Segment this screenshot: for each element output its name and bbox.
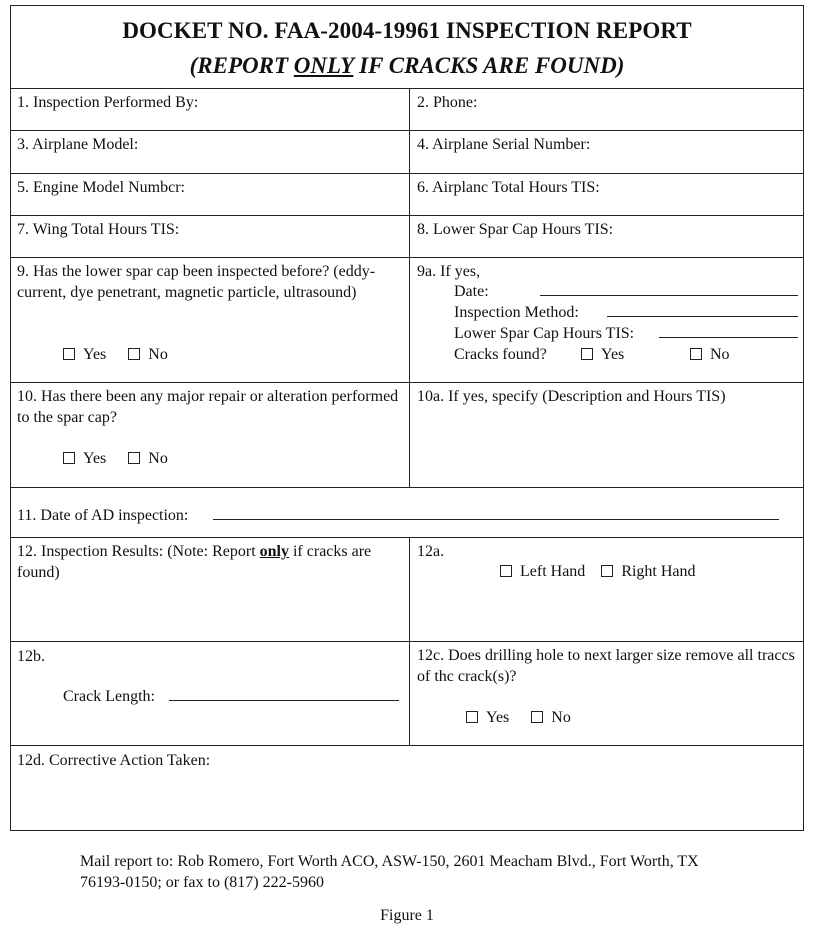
checkbox[interactable] (128, 452, 140, 464)
q12c-yes-option[interactable] (466, 707, 509, 728)
q9a-cracks-row (454, 344, 799, 365)
q9a-no-label: No (710, 346, 730, 363)
divider (11, 537, 803, 538)
divider (11, 745, 803, 746)
field-lower-spar-cap-hours[interactable]: 8. Lower Spar Cap Hours TIS: (417, 221, 614, 238)
q12b-crack-length-label: Crack Length: (63, 688, 155, 705)
report-header (11, 6, 803, 89)
question-12a-label: 12a. (417, 543, 445, 560)
divider (11, 130, 803, 131)
checkbox[interactable] (63, 452, 75, 464)
divider (11, 257, 803, 258)
q9a-hours-label: Lower Spar Cap Hours TIS: (454, 325, 635, 342)
question-10a[interactable]: 10a. If yes, specify (Description and Hours TIS) (417, 388, 726, 405)
question-12 (17, 541, 402, 583)
q9a-hours-line[interactable] (659, 323, 798, 338)
checkbox[interactable] (601, 565, 613, 577)
q9-no-label: No (148, 346, 168, 363)
q12a-options (500, 561, 714, 582)
q9-no-option[interactable] (128, 344, 168, 365)
q9a-date-label: Date: (454, 283, 489, 300)
inspection-report-form (10, 5, 804, 831)
divider (11, 487, 803, 488)
q10-no-label: No (148, 450, 168, 467)
q10-no-option[interactable] (128, 448, 168, 469)
column-divider (409, 537, 410, 745)
q12b-crack-length-row[interactable] (63, 686, 403, 707)
field-inspection-performed-by[interactable]: 1. Inspection Performed By: (17, 94, 199, 111)
q12-prefix: 12. Inspection Results: (Note: Report (17, 543, 260, 560)
question-12d[interactable]: 12d. Corrective Action Taken: (17, 752, 211, 769)
q12-emphasis: only (259, 543, 289, 560)
field-airplane-serial-number[interactable]: 4. Airplane Serial Number: (417, 136, 591, 153)
question-9a-label: 9a. If yes, (417, 263, 481, 280)
checkbox[interactable] (128, 348, 140, 360)
field-wing-total-hours[interactable]: 7. Wing Total Hours TIS: (17, 221, 180, 238)
q9a-cracks-label: Cracks found? (454, 346, 547, 363)
divider (11, 88, 803, 89)
q9a-method-line[interactable] (607, 302, 798, 317)
q9a-method-label: Inspection Method: (454, 304, 579, 321)
q11-row[interactable] (17, 505, 797, 526)
q9a-date-row[interactable] (454, 281, 799, 302)
field-phone[interactable]: 2. Phone: (417, 94, 478, 111)
q10-options (63, 448, 186, 469)
q12c-yes-label: Yes (486, 709, 510, 726)
q9a-hours-row[interactable] (454, 323, 799, 344)
subtitle-emphasis: ONLY (293, 53, 354, 78)
checkbox[interactable] (581, 348, 593, 360)
checkbox[interactable] (466, 711, 478, 723)
question-9: 9. Has the lower spar cap been inspected before? (eddy-current, dye penetrant, magnetic particle, ultrasound) (17, 263, 376, 301)
subtitle-suffix: IF CRACKS ARE FOUND) (353, 53, 625, 78)
subtitle-prefix: (REPORT (189, 53, 294, 78)
divider (11, 173, 803, 174)
q11-date-line[interactable] (213, 505, 779, 520)
mailing-instructions: Mail report to: Rob Romero, Fort Worth ACO, ASW-150, 2601 Meacham Blvd., Fort Worth, TX 76193-0150; or fax to (817) 222-5960 (80, 853, 699, 891)
q9a-yes-option[interactable] (581, 344, 624, 365)
q9a-yes-label: Yes (601, 346, 625, 363)
q12a-right-hand-option[interactable] (601, 561, 695, 582)
q11-label: 11. Date of AD inspection: (17, 507, 189, 524)
report-title: DOCKET NO. FAA-2004-19961 INSPECTION REPORT (122, 18, 692, 43)
column-divider (409, 88, 410, 487)
field-airplane-total-hours[interactable]: 6. Airplanc Total Hours TIS: (417, 179, 600, 196)
checkbox[interactable] (63, 348, 75, 360)
q9-yes-label: Yes (83, 346, 107, 363)
q10-yes-label: Yes (83, 450, 107, 467)
q9a-date-line[interactable] (540, 281, 798, 296)
question-12c: 12c. Does drilling hole to next larger size remove all traccs of thc crack(s)? (417, 647, 795, 685)
q12c-no-label: No (551, 709, 571, 726)
checkbox[interactable] (500, 565, 512, 577)
q12c-no-option[interactable] (531, 707, 571, 728)
q12-suffix: if cracks are found) (17, 543, 372, 581)
checkbox[interactable] (531, 711, 543, 723)
q12a-left-hand-option[interactable] (500, 561, 585, 582)
figure-caption: Figure 1 (380, 907, 434, 924)
q12a-left-hand-label: Left Hand (520, 563, 586, 580)
q9a-no-option[interactable] (690, 344, 730, 365)
question-12b-label: 12b. (17, 648, 45, 665)
divider (11, 382, 803, 383)
q9a-method-row[interactable] (454, 302, 799, 323)
q12a-right-hand-label: Right Hand (621, 563, 696, 580)
q12c-options (466, 707, 589, 728)
field-airplane-model[interactable]: 3. Airplane Model: (17, 136, 139, 153)
q9-yes-option[interactable] (63, 344, 106, 365)
question-10: 10. Has there been any major repair or alteration performed to the spar cap? (17, 388, 399, 426)
q10-yes-option[interactable] (63, 448, 106, 469)
field-engine-model-number[interactable]: 5. Engine Model Numbcr: (17, 179, 185, 196)
report-subtitle (11, 53, 803, 79)
q12b-crack-length-line[interactable] (169, 686, 399, 701)
divider (11, 641, 803, 642)
q9-options (63, 344, 186, 365)
divider (11, 215, 803, 216)
checkbox[interactable] (690, 348, 702, 360)
